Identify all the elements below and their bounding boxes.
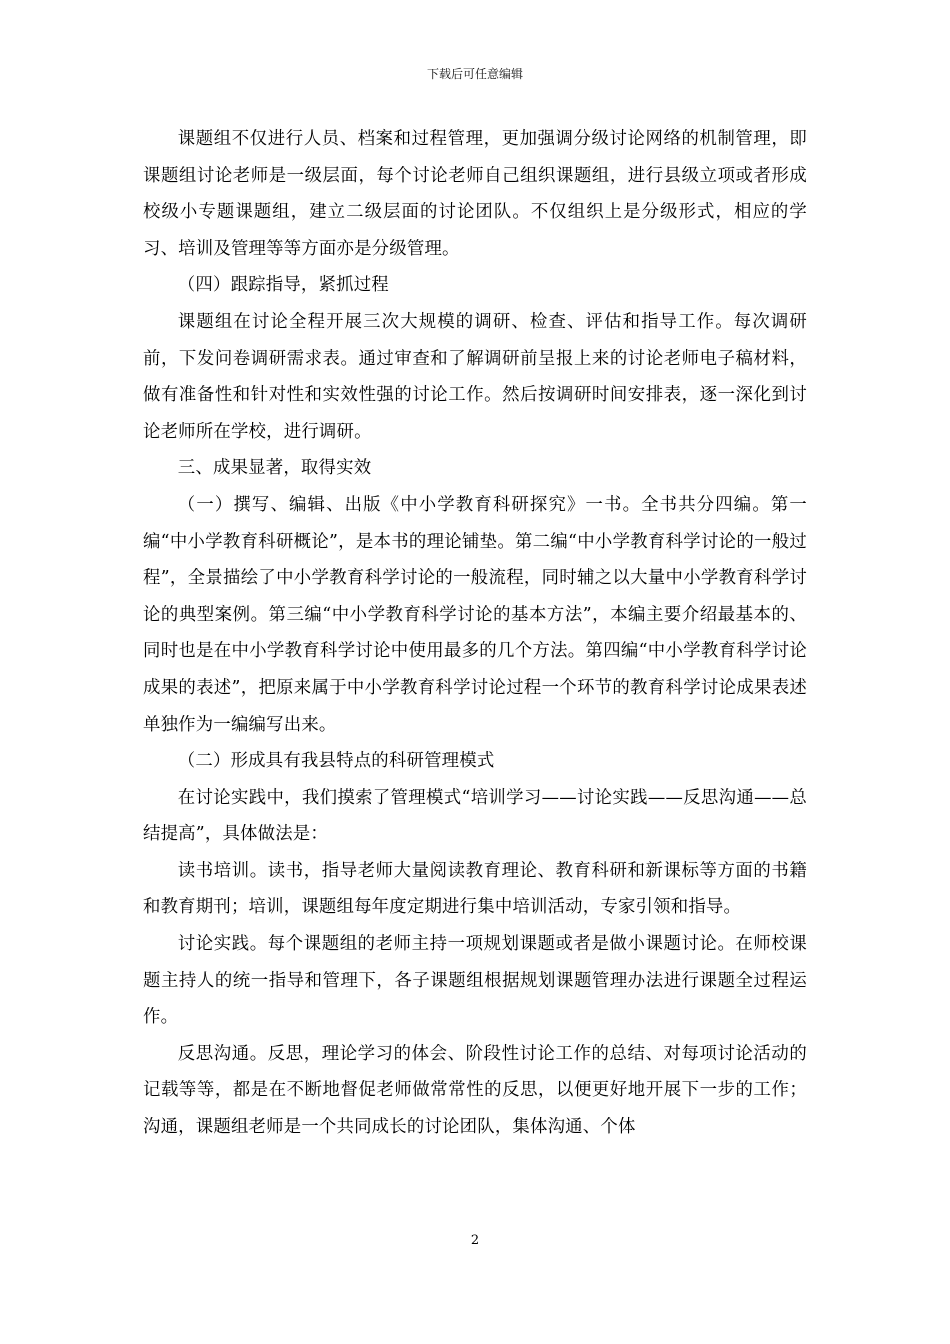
paragraph-reflection-communication: 反思沟通。反思，理论学习的体会、阶段性讨论工作的总结、对每项讨论活动的记载等等，都是在不断地督促老师做常常性的反思，以便更好地开展下一步的工作；沟通，课题组老师是一个共同成长的讨论团队，集体沟通、个体	[143, 1043, 807, 1138]
paragraph-model-intro: 在讨论实践中，我们摸索了管理模式“培训学习——讨论实践——反思沟通——总结提高”，具体做法是：	[143, 787, 807, 845]
paragraph-book-publication: （一）撰写、编辑、出版《中小学教育科研探究》一书。全书共分四编。第一编“中小学教育科研概论”，是本书的理论铺垫。第二编“中小学教育科学讨论的一般过程”，全景描绘了中小学教育科学讨论的一般流程，同时辅之以大量中小学教育科学讨论的典型案例。第三编“中小学教育科学讨论的基本方法”，本编主要介绍最基本的、同时也是在中小学教育科学讨论中使用最多的几个方法。第四编“中小学教育科学讨论成果的表述”，把原来属于中小学教育科学讨论过程一个环节的教育科学讨论成果表述单独作为一编编写出来。	[143, 494, 807, 735]
page-number: 2	[470, 1233, 480, 1248]
paragraph-hierarchical-management: 课题组不仅进行人员、档案和过程管理，更加强调分级讨论网络的机制管理，即课题组讨论老师是一级层面，每个讨论老师自己组织课题组，进行县级立项或者形成校级小专题课题组，建立二级层面的讨论团队。不仅组织上是分级形式，相应的学习、培训及管理等等方面亦是分级管理。	[143, 129, 807, 259]
page-header: 下载后可任意编辑	[426, 67, 523, 81]
heading-tracking-guidance: （四）跟踪指导，紧抓过程	[177, 275, 389, 296]
paragraph-reading-training: 读书培训。读书，指导老师大量阅读教育理论、教育科研和新课标等方面的书籍和教育期刊；培训，课题组每年度定期进行集中培训活动，专家引领和指导。	[143, 860, 807, 918]
heading-achievements: 三、成果显著，取得实效	[177, 458, 372, 479]
paragraph-research-surveys: 课题组在讨论全程开展三次大规模的调研、检查、评估和指导工作。每次调研前，下发问卷调研需求表。通过审查和了解调研前呈报上来的讨论老师电子稿材料，做有准备性和针对性和实效性强的讨论工作。然后按调研时间安排表，逐一深化到讨论老师所在学校，进行调研。	[143, 311, 807, 442]
paragraph-research-practice: 讨论实践。每个课题组的老师主持一项规划课题或者是做小课题讨论。在师校课题主持人的统一指导和管理下，各子课题组根据规划课题管理办法进行课题全过程运作。	[143, 934, 807, 1028]
heading-management-model: （二）形成具有我县特点的科研管理模式	[177, 751, 495, 772]
document-body	[143, 121, 807, 1146]
